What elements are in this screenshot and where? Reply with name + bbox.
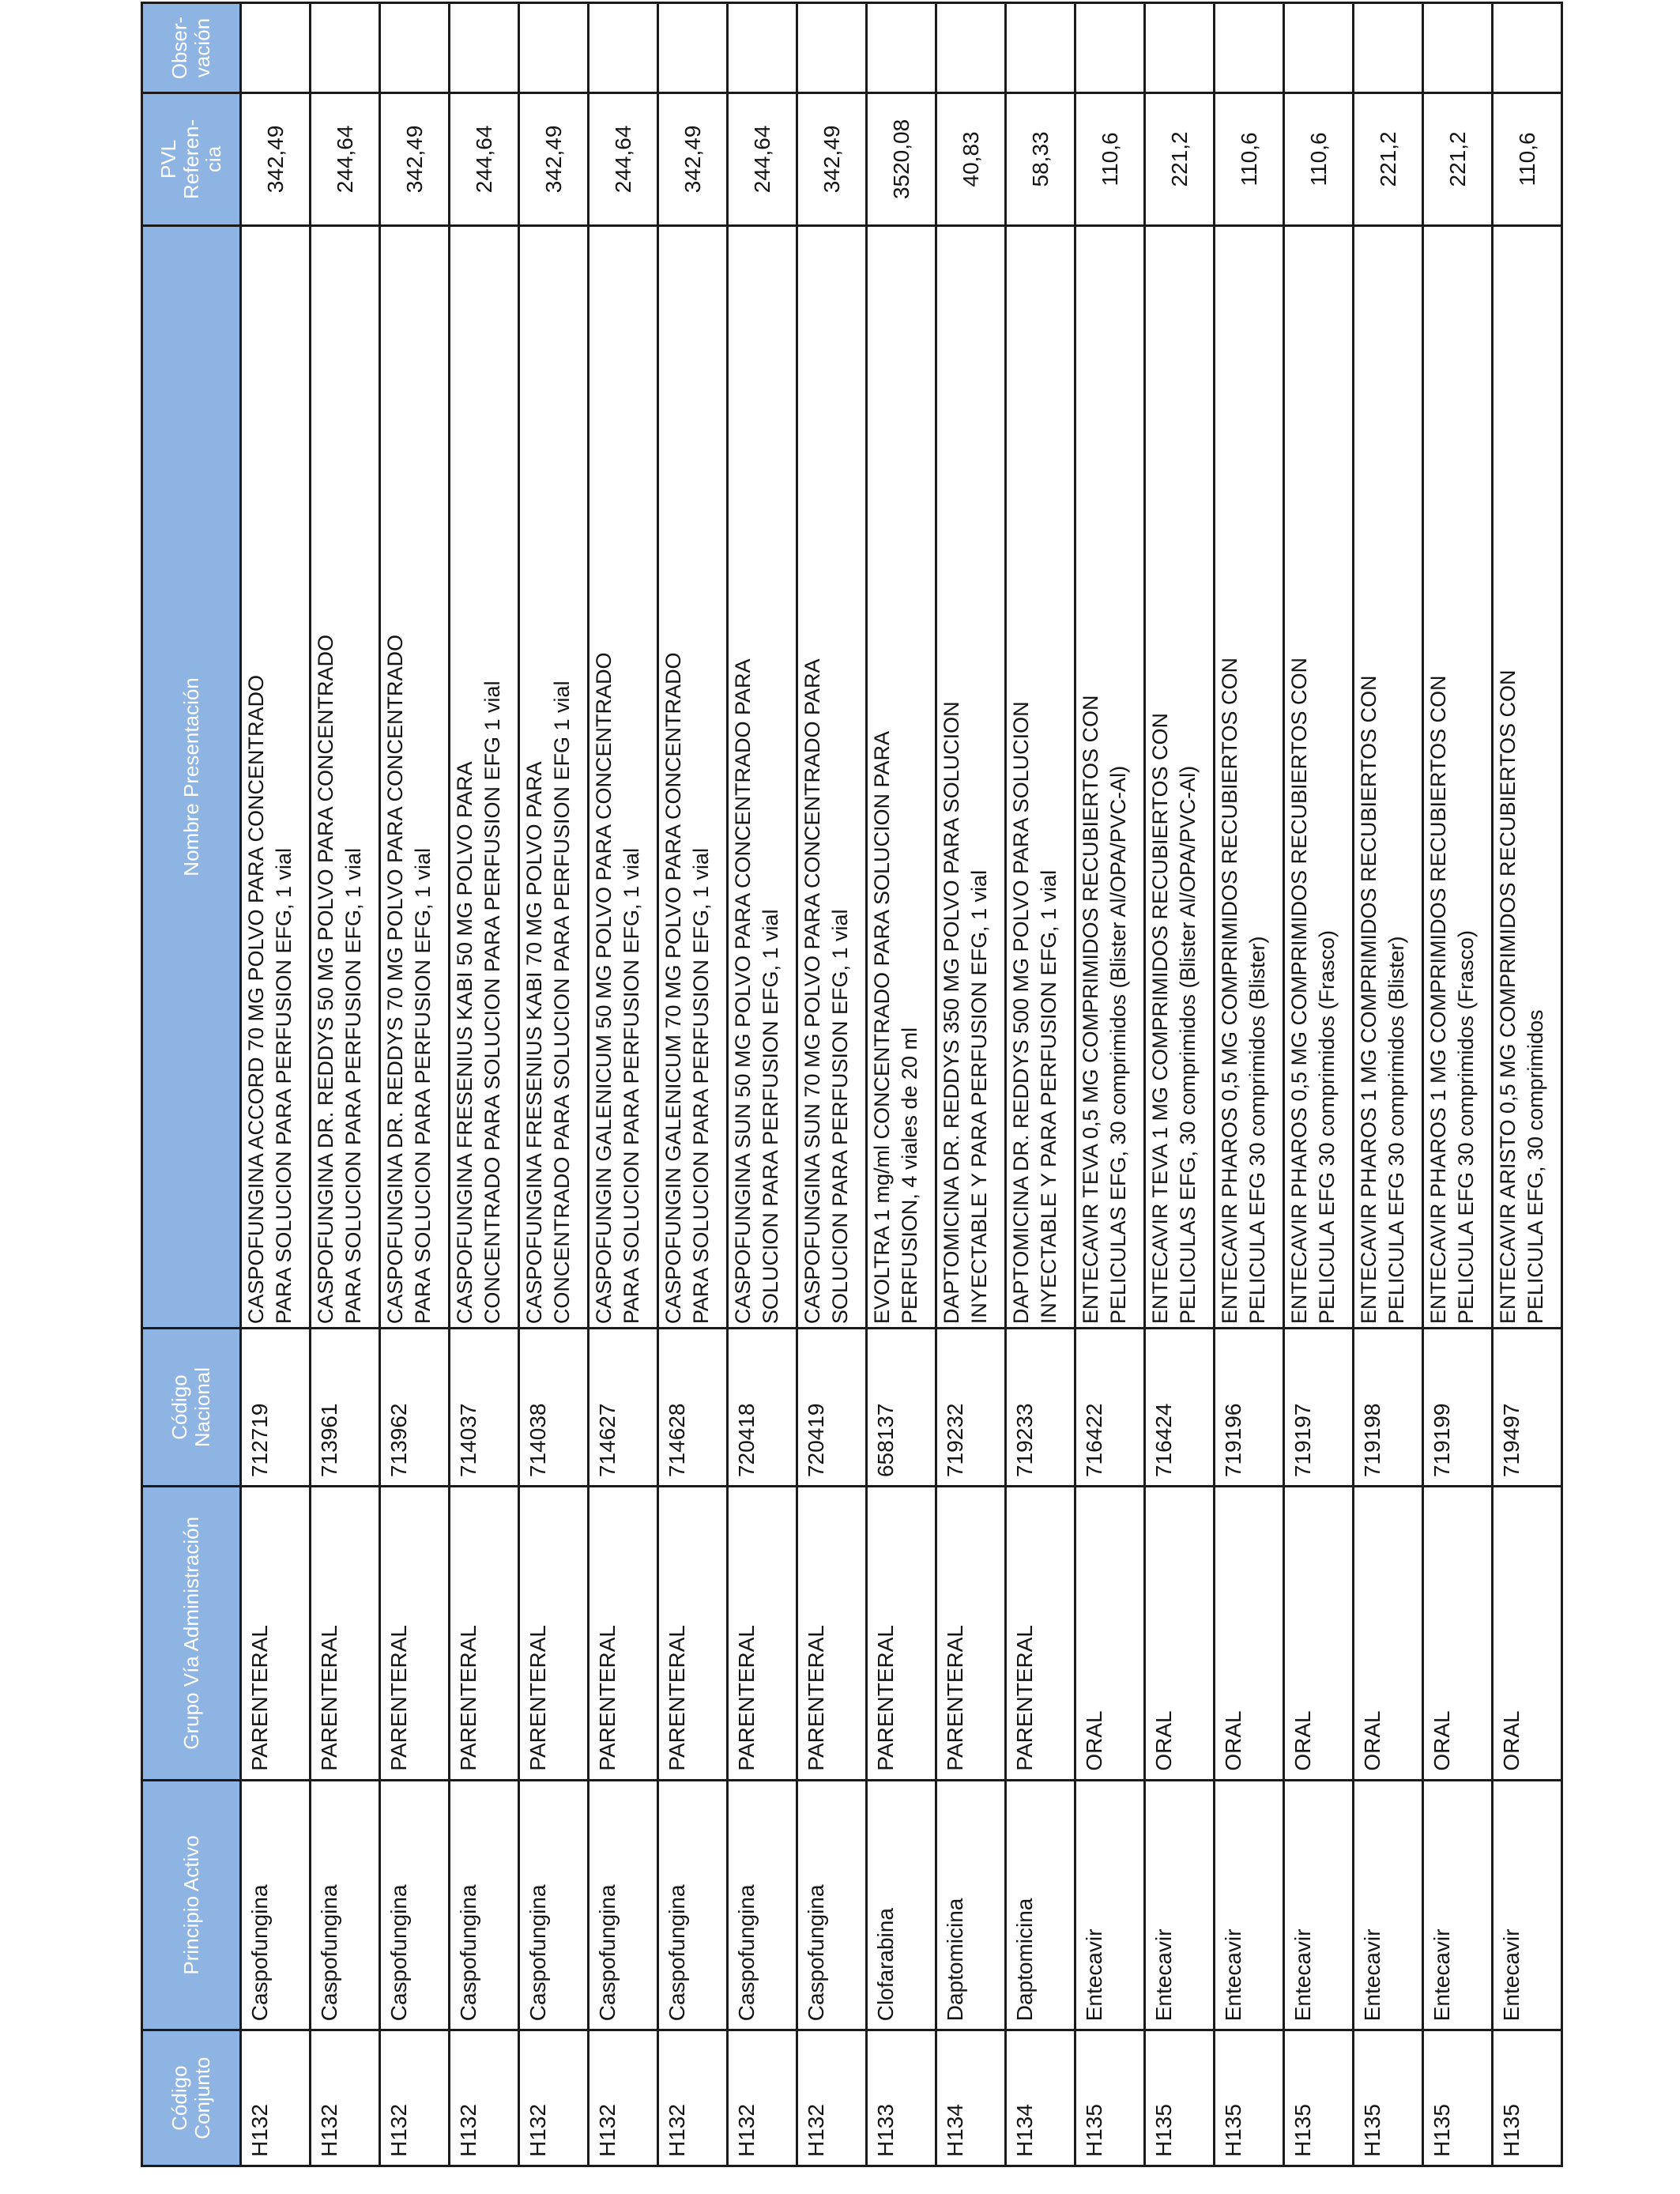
cell-nombre-presentacion (936, 225, 1006, 1328)
cell-codigo-nacional: 719497 (1493, 1329, 1562, 1487)
cell-codigo-nacional: 719233 (1006, 1329, 1075, 1487)
cell-codigo-conjunto: H134 (1006, 2030, 1075, 2166)
table-row (1284, 3, 1354, 2166)
table-row (589, 3, 658, 2166)
table-row (519, 3, 589, 2166)
cell-observacion (1284, 3, 1354, 93)
cell-observacion (936, 3, 1006, 93)
cell-observacion (241, 3, 311, 93)
cell-principio-activo: Caspofungina (311, 1780, 380, 2030)
presentacion-line: PELICULA EFG, 30 comprimidos (1523, 1009, 1547, 1325)
cell-principio-activo: Entecavir (1493, 1780, 1562, 2030)
cell-pvl: 110,6 (1215, 93, 1284, 226)
cell-nombre-presentacion (311, 225, 380, 1328)
cell-codigo-conjunto: H132 (241, 2030, 311, 2166)
presentacion-line: DAPTOMICINA DR. REDDYS 500 MG POLVO PARA SOLUCION (1009, 701, 1033, 1325)
cell-principio-activo: Entecavir (1284, 1780, 1354, 2030)
cell-codigo-nacional: 719198 (1354, 1329, 1423, 1487)
cell-nombre-presentacion (1006, 225, 1075, 1328)
cell-grupo-via: PARENTERAL (519, 1487, 589, 1781)
cell-grupo-via: ORAL (1215, 1487, 1284, 1781)
presentacion-line: CASPOFUNGINA FRESENIUS KABI 70 MG POLVO PARA (522, 761, 546, 1325)
cell-nombre-presentacion (1215, 225, 1284, 1328)
cell-codigo-conjunto: H132 (380, 2030, 450, 2166)
cell-nombre-presentacion (519, 225, 589, 1328)
cell-codigo-conjunto: H132 (658, 2030, 728, 2166)
presentacion-line: CASPOFUNGIN GALENICUM 70 MG POLVO PARA CONCENTRADO (661, 652, 685, 1325)
cell-pvl: 342,49 (380, 93, 450, 226)
cell-codigo-nacional: 714627 (589, 1329, 658, 1487)
presentacion-line: PELICULA EFG 30 comprimidos (Frasco) (1453, 929, 1478, 1325)
cell-principio-activo: Entecavir (1354, 1780, 1423, 2030)
cell-grupo-via: ORAL (1284, 1487, 1354, 1781)
cell-codigo-conjunto: H132 (311, 2030, 380, 2166)
table-row (311, 3, 380, 2166)
cell-pvl: 110,6 (1075, 93, 1145, 226)
cell-observacion (1493, 3, 1562, 93)
cell-pvl: 221,2 (1145, 93, 1215, 226)
cell-nombre-presentacion (797, 225, 867, 1328)
presentacion-line: PARA SOLUCION PARA PERFUSION EFG, 1 vial (688, 847, 713, 1325)
table-row (867, 3, 936, 2166)
table-row (728, 3, 797, 2166)
cell-codigo-nacional: 713961 (311, 1329, 380, 1487)
cell-pvl: 342,49 (241, 93, 311, 226)
cell-grupo-via: PARENTERAL (728, 1487, 797, 1781)
cell-grupo-via: PARENTERAL (867, 1487, 936, 1781)
presentacion-line: CASPOFUNGINA DR. REDDYS 50 MG POLVO PARA CONCENTRADO (314, 634, 337, 1325)
presentacion-line: PARA SOLUCION PARA PERFUSION EFG, 1 vial (410, 847, 435, 1325)
presentacion-line: ENTECAVIR PHAROS 1 MG COMPRIMIDOS RECUBIERTOS CON (1426, 675, 1450, 1325)
cell-pvl: 40,83 (936, 93, 1006, 226)
cell-principio-activo: Caspofungina (241, 1780, 311, 2030)
cell-grupo-via: PARENTERAL (589, 1487, 658, 1781)
cell-principio-activo: Caspofungina (519, 1780, 589, 2030)
cell-codigo-nacional: 714037 (450, 1329, 519, 1487)
cell-codigo-nacional: 719199 (1423, 1329, 1493, 1487)
cell-codigo-conjunto: H135 (1145, 2030, 1215, 2166)
cell-principio-activo: Caspofungina (589, 1780, 658, 2030)
presentacion-line: PARA SOLUCION PARA PERFUSION EFG, 1 vial (341, 847, 365, 1325)
cell-observacion (1075, 3, 1145, 93)
cell-pvl: 221,2 (1354, 93, 1423, 226)
cell-nombre-presentacion (589, 225, 658, 1328)
presentacion-line: CASPOFUNGINA DR. REDDYS 70 MG POLVO PARA CONCENTRADO (383, 634, 407, 1325)
cell-principio-activo: Daptomicina (936, 1780, 1006, 2030)
cell-grupo-via: ORAL (1354, 1487, 1423, 1781)
header-nombre-presentacion: Nombre Presentación (142, 225, 241, 1328)
cell-codigo-nacional: 712719 (241, 1329, 311, 1487)
cell-grupo-via: ORAL (1423, 1487, 1493, 1781)
cell-codigo-nacional: 719232 (936, 1329, 1006, 1487)
cell-principio-activo: Caspofungina (658, 1780, 728, 2030)
cell-principio-activo: Entecavir (1423, 1780, 1493, 2030)
cell-pvl: 221,2 (1423, 93, 1493, 226)
cell-observacion (311, 3, 380, 93)
cell-codigo-conjunto: H132 (450, 2030, 519, 2166)
cell-grupo-via: PARENTERAL (1006, 1487, 1075, 1781)
cell-observacion (1215, 3, 1284, 93)
table-body (241, 3, 1562, 2166)
cell-observacion (450, 3, 519, 93)
cell-principio-activo: Caspofungina (797, 1780, 867, 2030)
cell-codigo-conjunto: H135 (1493, 2030, 1562, 2166)
cell-pvl: 244,64 (311, 93, 380, 226)
cell-observacion (728, 3, 797, 93)
cell-grupo-via: PARENTERAL (450, 1487, 519, 1781)
cell-nombre-presentacion (867, 225, 936, 1328)
cell-nombre-presentacion (1145, 225, 1215, 1328)
table-row (1354, 3, 1423, 2166)
table-row (1006, 3, 1075, 2166)
cell-principio-activo: Caspofungina (728, 1780, 797, 2030)
cell-observacion (1354, 3, 1423, 93)
presentacion-line: PERFUSION, 4 viales de 20 ml (897, 1027, 921, 1325)
cell-observacion (867, 3, 936, 93)
presentacion-line: PELICULA EFG 30 comprimidos (Blister) (1245, 936, 1269, 1325)
table-row (936, 3, 1006, 2166)
cell-codigo-conjunto: H135 (1215, 2030, 1284, 2166)
presentacion-line: SOLUCION PARA PERFUSION EFG, 1 vial (758, 909, 782, 1325)
cell-codigo-conjunto: H132 (728, 2030, 797, 2166)
cell-codigo-nacional: 719197 (1284, 1329, 1354, 1487)
presentacion-line: ENTECAVIR ARISTO 0,5 MG COMPRIMIDOS RECUBIERTOS CON (1496, 669, 1520, 1325)
cell-principio-activo: Daptomicina (1006, 1780, 1075, 2030)
cell-grupo-via: ORAL (1075, 1487, 1145, 1781)
table-row (797, 3, 867, 2166)
cell-codigo-nacional: 716422 (1075, 1329, 1145, 1487)
cell-nombre-presentacion (1354, 225, 1423, 1328)
cell-principio-activo: Entecavir (1145, 1780, 1215, 2030)
header-pvl: PVL Referen- cia (142, 93, 241, 226)
cell-observacion (519, 3, 589, 93)
presentacion-line: ENTECAVIR PHAROS 0,5 MG COMPRIMIDOS RECUBIERTOS CON (1287, 657, 1311, 1325)
cell-principio-activo: Caspofungina (450, 1780, 519, 2030)
cell-observacion (1145, 3, 1215, 93)
cell-observacion (1006, 3, 1075, 93)
presentacion-line: ENTECAVIR PHAROS 0,5 MG COMPRIMIDOS RECUBIERTOS CON (1218, 657, 1241, 1325)
cell-codigo-nacional: 720419 (797, 1329, 867, 1487)
presentacion-line: CASPOFUNGINA SUN 70 MG POLVO PARA CONCENTRADO PARA (800, 658, 824, 1325)
presentacion-line: DAPTOMICINA DR. REDDYS 350 MG POLVO PARA SOLUCION (940, 701, 963, 1325)
header-observacion: Obser- vación (142, 3, 241, 93)
cell-nombre-presentacion (728, 225, 797, 1328)
cell-observacion (658, 3, 728, 93)
cell-pvl: 58,33 (1006, 93, 1075, 226)
presentacion-line: ENTECAVIR TEVA 0,5 MG COMPRIMIDOS RECUBIERTOS CON (1079, 695, 1102, 1325)
table-row (1215, 3, 1284, 2166)
presentacion-line: CASPOFUNGINA ACCORD 70 MG POLVO PARA CONCENTRADO (244, 674, 268, 1325)
cell-pvl: 110,6 (1284, 93, 1354, 226)
cell-grupo-via: PARENTERAL (241, 1487, 311, 1781)
cell-grupo-via: ORAL (1493, 1487, 1562, 1781)
cell-codigo-conjunto: H135 (1284, 2030, 1354, 2166)
presentacion-line: SOLUCION PARA PERFUSION EFG, 1 vial (827, 909, 852, 1325)
table-row (1493, 3, 1562, 2166)
table-row (380, 3, 450, 2166)
cell-grupo-via: ORAL (1145, 1487, 1215, 1781)
cell-pvl: 244,64 (450, 93, 519, 226)
cell-pvl: 3520,08 (867, 93, 936, 226)
cell-codigo-conjunto: H132 (519, 2030, 589, 2166)
cell-codigo-conjunto: H134 (936, 2030, 1006, 2166)
cell-principio-activo: Caspofungina (380, 1780, 450, 2030)
cell-nombre-presentacion (241, 225, 311, 1328)
cell-nombre-presentacion (1075, 225, 1145, 1328)
presentacion-line: CONCENTRADO PARA SOLUCION PARA PERFUSION EFG 1 vial (480, 680, 504, 1325)
cell-codigo-conjunto: H135 (1423, 2030, 1493, 2166)
cell-grupo-via: PARENTERAL (380, 1487, 450, 1781)
cell-grupo-via: PARENTERAL (797, 1487, 867, 1781)
presentacion-line: PARA SOLUCION PARA PERFUSION EFG, 1 vial (619, 847, 643, 1325)
cell-codigo-nacional: 658137 (867, 1329, 936, 1487)
cell-codigo-conjunto: H132 (589, 2030, 658, 2166)
cell-principio-activo: Entecavir (1075, 1780, 1145, 2030)
cell-pvl: 244,64 (589, 93, 658, 226)
presentacion-line: PELICULA EFG 30 comprimidos (Blister) (1384, 936, 1408, 1325)
cell-grupo-via: PARENTERAL (936, 1487, 1006, 1781)
cell-pvl: 342,49 (519, 93, 589, 226)
table-row (1145, 3, 1215, 2166)
cell-nombre-presentacion (1493, 225, 1562, 1328)
cell-nombre-presentacion (1423, 225, 1493, 1328)
cell-pvl: 244,64 (728, 93, 797, 226)
cell-observacion (797, 3, 867, 93)
header-principio-activo: Principio Activo (142, 1780, 241, 2030)
medicine-price-table (141, 2, 1563, 2167)
cell-nombre-presentacion (380, 225, 450, 1328)
cell-nombre-presentacion (1284, 225, 1354, 1328)
cell-grupo-via: PARENTERAL (311, 1487, 380, 1781)
presentacion-line: PELICULAS EFG, 30 comprimidos (Blister Al/OPA/PVC-Al) (1106, 765, 1130, 1325)
cell-codigo-nacional: 719196 (1215, 1329, 1284, 1487)
table-row (1075, 3, 1145, 2166)
presentacion-line: CONCENTRADO PARA SOLUCION PARA PERFUSION EFG 1 vial (549, 680, 574, 1325)
presentacion-line: CASPOFUNGINA SUN 50 MG POLVO PARA CONCENTRADO PARA (731, 658, 755, 1325)
table-row (658, 3, 728, 2166)
cell-pvl: 342,49 (797, 93, 867, 226)
presentacion-line: ENTECAVIR TEVA 1 MG COMPRIMIDOS RECUBIERTOS CON (1148, 712, 1172, 1325)
cell-codigo-conjunto: H135 (1075, 2030, 1145, 2166)
cell-observacion (380, 3, 450, 93)
table-row (1423, 3, 1493, 2166)
cell-grupo-via: PARENTERAL (658, 1487, 728, 1781)
cell-nombre-presentacion (450, 225, 519, 1328)
cell-nombre-presentacion (658, 225, 728, 1328)
table-header-row (142, 3, 241, 2166)
cell-pvl: 110,6 (1493, 93, 1562, 226)
cell-pvl: 342,49 (658, 93, 728, 226)
presentacion-line: EVOLTRA 1 mg/ml CONCENTRADO PARA SOLUCION PARA (870, 730, 894, 1325)
cell-codigo-nacional: 713962 (380, 1329, 450, 1487)
cell-observacion (589, 3, 658, 93)
presentacion-line: INYECTABLE Y PARA PERFUSION EFG, 1 vial (1036, 869, 1060, 1325)
presentacion-line: PELICULA EFG 30 comprimidos (Frasco) (1314, 929, 1339, 1325)
presentacion-line: ENTECAVIR PHAROS 1 MG COMPRIMIDOS RECUBIERTOS CON (1357, 675, 1381, 1325)
table-row (241, 3, 311, 2166)
presentacion-line: PELICULAS EFG, 30 comprimidos (Blister Al/OPA/PVC-Al) (1175, 765, 1200, 1325)
cell-codigo-nacional: 720418 (728, 1329, 797, 1487)
presentacion-line: CASPOFUNGINA FRESENIUS KABI 50 MG POLVO PARA (453, 761, 477, 1325)
cell-codigo-nacional: 716424 (1145, 1329, 1215, 1487)
cell-codigo-conjunto: H132 (797, 2030, 867, 2166)
cell-codigo-conjunto: H133 (867, 2030, 936, 2166)
header-codigo-nacional: Código Nacional (142, 1329, 241, 1487)
cell-principio-activo: Clofarabina (867, 1780, 936, 2030)
table-row (450, 3, 519, 2166)
header-grupo-via: Grupo Vía Administración (142, 1487, 241, 1781)
cell-codigo-nacional: 714038 (519, 1329, 589, 1487)
presentacion-line: PARA SOLUCION PARA PERFUSION EFG, 1 vial (271, 847, 296, 1325)
cell-codigo-conjunto: H135 (1354, 2030, 1423, 2166)
cell-principio-activo: Entecavir (1215, 1780, 1284, 2030)
cell-codigo-nacional: 714628 (658, 1329, 728, 1487)
presentacion-line: CASPOFUNGIN GALENICUM 50 MG POLVO PARA CONCENTRADO (592, 652, 616, 1325)
presentacion-line: INYECTABLE Y PARA PERFUSION EFG, 1 vial (966, 869, 991, 1325)
header-codigo-conjunto: Código Conjunto (142, 2030, 241, 2166)
cell-observacion (1423, 3, 1493, 93)
